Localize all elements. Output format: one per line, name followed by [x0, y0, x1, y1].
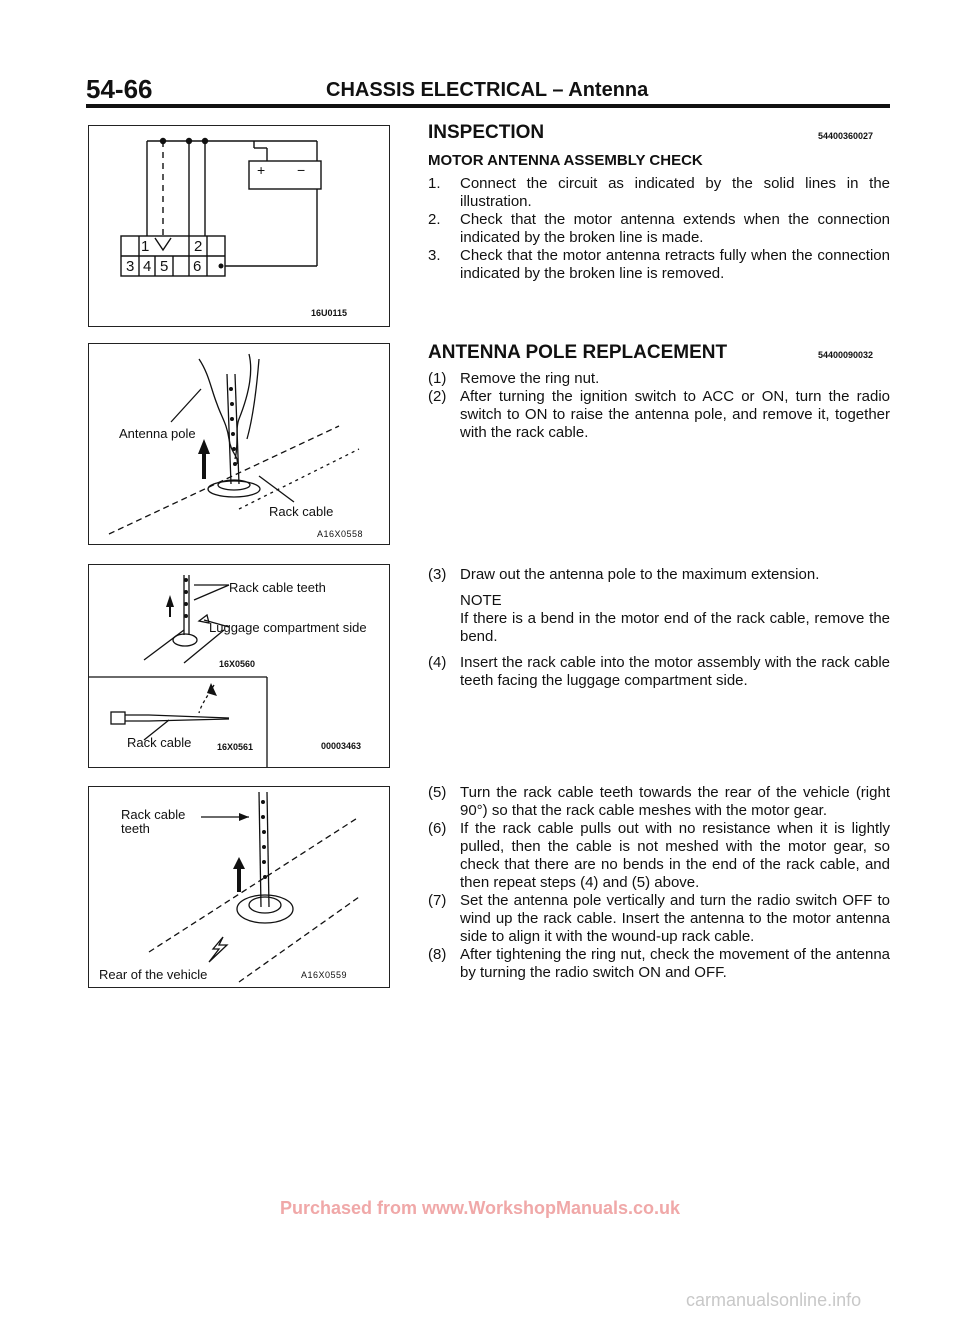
rack-cable-teeth-label-2: teeth — [121, 821, 150, 836]
step-r8: (8) After tightening the ring nut, check the movement of the antenna by turning the radio switch ON and OFF. — [428, 946, 890, 981]
inspection-heading: INSPECTION — [428, 122, 545, 143]
replacement-steps-c — [428, 784, 890, 982]
note-label: NOTE — [460, 592, 502, 609]
page-number: 54-66 — [86, 74, 153, 104]
step-r6: (6) If the rack cable pulls out with no resistance when it is lightly pulled, then the cable is not meshed with the motor gear, so check that there are no bends in the end of the rack cable, and then repeat steps (4) and (5) above. — [428, 820, 890, 891]
inspection-subheading: MOTOR ANTENNA ASSEMBLY CHECK — [428, 152, 703, 169]
replacement-steps-b — [428, 566, 890, 690]
figure-rear-of-vehicle — [88, 786, 390, 988]
step-r4: (4) Insert the rack cable into the motor assembly with the rack cable teeth facing the luggage compartment side. — [428, 654, 890, 689]
replacement-ref: 54400090032 — [818, 350, 874, 360]
figure-code-c: 00003463 — [321, 741, 362, 751]
terminal-4-label: 4 — [143, 258, 152, 275]
figure-code: A16X0559 — [301, 970, 348, 980]
circuit-diagram-drawing — [89, 126, 389, 326]
step-r7: (7) Set the antenna pole vertically and turn the radio switch OFF to wind up the rack cable. Insert the antenna to the motor antenna side to align it with the wound-up rack cable. — [428, 892, 890, 945]
terminal-2-label: 2 — [194, 238, 203, 255]
figure-circuit — [88, 125, 390, 327]
figure-code-a: 16X0560 — [219, 659, 256, 669]
replacement-steps-a — [428, 370, 890, 442]
watermark: carmanualsonline.info — [686, 1290, 862, 1310]
figure-rack-cable-teeth — [88, 564, 390, 768]
battery-plus-label: + — [257, 162, 266, 178]
terminal-1-label: 1 — [141, 238, 150, 255]
purchased-footer: Purchased from www.WorkshopManuals.co.uk — [279, 1198, 681, 1218]
battery-minus-label: − — [297, 162, 306, 178]
step-r5: (5) Turn the rack cable teeth towards the rear of the vehicle (right 90°) so that the rack cable meshes with the motor gear. — [428, 784, 890, 819]
step-3: 3. Check that the motor antenna retracts fully when the connection indicated by the broken line is removed. — [428, 247, 890, 282]
step-r3: (3) Draw out the antenna pole to the maximum extension. — [428, 566, 820, 583]
rack-cable-teeth-label-1: Rack cable — [121, 807, 186, 822]
replacement-heading: ANTENNA POLE REPLACEMENT — [428, 342, 728, 363]
figure-antenna-pole — [88, 343, 390, 545]
figure-code: 16U0115 — [311, 308, 348, 318]
inspection-ref: 54400360027 — [818, 131, 874, 141]
rack-cable-teeth-label: Rack cable teeth — [229, 580, 326, 595]
step-1: 1. Connect the circuit as indicated by the solid lines in the illustration. — [428, 175, 890, 210]
step-r2: (2) After turning the ignition switch to ACC or ON, turn the radio switch to ON to raise the antenna pole, and remove it, together with the rack cable. — [428, 388, 890, 441]
page-title: CHASSIS ELECTRICAL – Antenna — [326, 79, 649, 101]
antenna-pole-drawing — [89, 344, 389, 544]
antenna-pole-label: Antenna pole — [119, 426, 196, 441]
figure-code-b: 16X0561 — [217, 742, 254, 752]
inspection-steps — [428, 175, 890, 283]
rack-cable-label: Rack cable — [127, 735, 192, 750]
terminal-6-label: 6 — [193, 258, 202, 275]
header-rule — [86, 104, 890, 108]
step-2: 2. Check that the motor antenna extends when the connection indicated by the broken line is made. — [428, 211, 890, 246]
step-r1: (1) Remove the ring nut. — [428, 370, 600, 387]
figure-code: A16X0558 — [317, 529, 364, 539]
rear-of-vehicle-label: Rear of the vehicle — [99, 967, 208, 982]
rack-cable-label: Rack cable — [269, 504, 334, 519]
luggage-side-label: Luggage compartment side — [209, 620, 367, 635]
terminal-5-label: 5 — [160, 258, 169, 275]
terminal-3-label: 3 — [126, 258, 135, 275]
note-text: If there is a bend in the motor end of the rack cable, remove the bend. — [460, 610, 890, 645]
